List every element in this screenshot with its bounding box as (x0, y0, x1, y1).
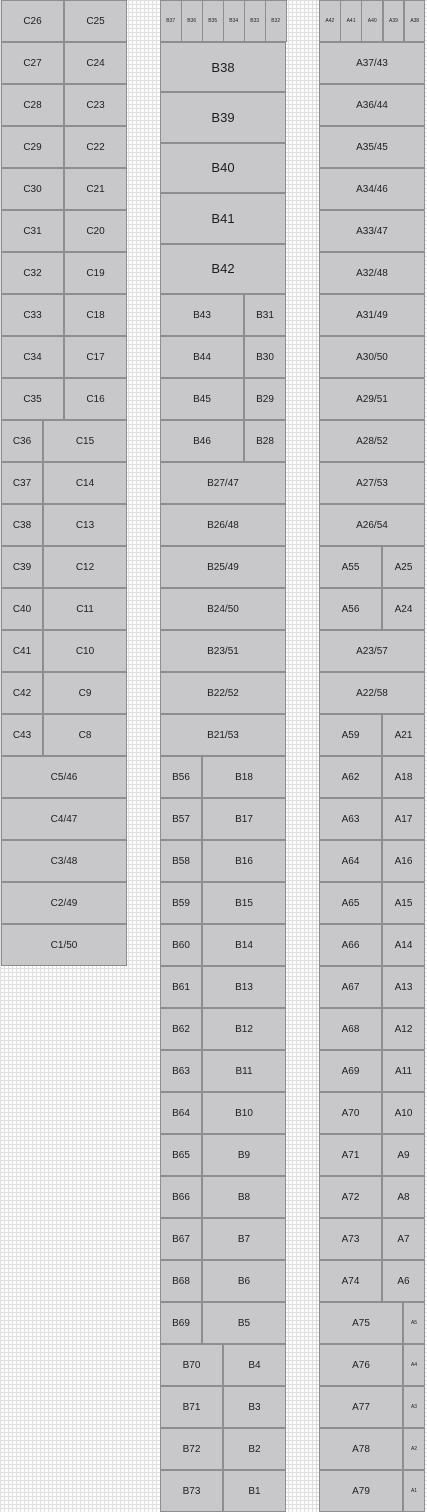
storage-slot[interactable]: B63 (160, 1050, 202, 1092)
storage-slot[interactable]: C9 (43, 672, 127, 714)
storage-slot[interactable]: C29 (1, 126, 64, 168)
storage-slot[interactable]: C32 (1, 252, 64, 294)
storage-slot[interactable]: C12 (43, 546, 127, 588)
storage-slot[interactable]: B72 (160, 1428, 223, 1470)
storage-slot[interactable]: A13 (382, 966, 425, 1008)
storage-slot[interactable]: A33/47 (319, 210, 425, 252)
storage-slot[interactable]: A35/45 (319, 126, 425, 168)
storage-slot[interactable]: A62 (319, 756, 382, 798)
storage-slot[interactable]: B24/50 (160, 588, 286, 630)
storage-slot[interactable]: A1 (403, 1470, 425, 1512)
storage-slot[interactable]: C11 (43, 588, 127, 630)
storage-slot[interactable]: A41 (340, 0, 362, 42)
storage-slot[interactable]: B35 (202, 0, 224, 42)
storage-slot[interactable]: B61 (160, 966, 202, 1008)
storage-slot[interactable]: A14 (382, 924, 425, 966)
storage-slot[interactable]: A79 (319, 1470, 403, 1512)
storage-slot[interactable]: A3 (403, 1386, 425, 1428)
storage-slot[interactable]: B56 (160, 756, 202, 798)
storage-slot[interactable]: C2/49 (1, 882, 127, 924)
storage-slot[interactable]: A70 (319, 1092, 382, 1134)
storage-slot[interactable]: B36 (181, 0, 203, 42)
storage-slot[interactable]: A6 (382, 1260, 425, 1302)
storage-slot[interactable]: B32 (265, 0, 287, 42)
storage-slot[interactable]: A21 (382, 714, 425, 756)
storage-slot[interactable]: A4 (403, 1344, 425, 1386)
storage-slot[interactable]: B9 (202, 1134, 286, 1176)
storage-slot[interactable]: B70 (160, 1344, 223, 1386)
storage-slot[interactable]: C33 (1, 294, 64, 336)
storage-slot[interactable]: B14 (202, 924, 286, 966)
storage-slot[interactable]: B69 (160, 1302, 202, 1344)
storage-slot[interactable]: A40 (361, 0, 383, 42)
storage-slot[interactable]: A23/57 (319, 630, 425, 672)
storage-slot[interactable]: B10 (202, 1092, 286, 1134)
storage-slot[interactable]: B71 (160, 1386, 223, 1428)
storage-slot[interactable]: A42 (319, 0, 341, 42)
storage-slot[interactable]: B29 (244, 378, 286, 420)
storage-slot[interactable]: A17 (382, 798, 425, 840)
storage-slot[interactable]: C27 (1, 42, 64, 84)
storage-slot[interactable]: C17 (64, 336, 127, 378)
storage-slot[interactable]: B17 (202, 798, 286, 840)
storage-slot[interactable]: C10 (43, 630, 127, 672)
storage-slot[interactable]: C20 (64, 210, 127, 252)
storage-slot[interactable]: C8 (43, 714, 127, 756)
storage-slot[interactable]: C41 (1, 630, 43, 672)
storage-slot[interactable]: C3/48 (1, 840, 127, 882)
storage-slot[interactable]: B6 (202, 1260, 286, 1302)
storage-slot[interactable]: B2 (223, 1428, 286, 1470)
storage-slot[interactable]: B18 (202, 756, 286, 798)
storage-slot[interactable]: A18 (382, 756, 425, 798)
storage-slot[interactable]: A15 (382, 882, 425, 924)
storage-slot[interactable]: C21 (64, 168, 127, 210)
storage-slot[interactable]: A38 (404, 0, 426, 42)
storage-slot[interactable]: B66 (160, 1176, 202, 1218)
storage-slot[interactable]: B16 (202, 840, 286, 882)
storage-slot[interactable]: B59 (160, 882, 202, 924)
storage-slot[interactable]: A9 (382, 1134, 425, 1176)
storage-slot[interactable]: B22/52 (160, 672, 286, 714)
storage-slot[interactable]: C22 (64, 126, 127, 168)
storage-slot[interactable]: B27/47 (160, 462, 286, 504)
storage-slot[interactable]: C38 (1, 504, 43, 546)
storage-slot[interactable]: B12 (202, 1008, 286, 1050)
storage-slot[interactable]: A69 (319, 1050, 382, 1092)
storage-slot[interactable]: B45 (160, 378, 244, 420)
storage-slot[interactable]: C42 (1, 672, 43, 714)
storage-slot[interactable]: A11 (382, 1050, 425, 1092)
storage-slot[interactable]: A75 (319, 1302, 403, 1344)
storage-slot[interactable]: C28 (1, 84, 64, 126)
storage-slot[interactable]: A29/51 (319, 378, 425, 420)
storage-slot[interactable]: A63 (319, 798, 382, 840)
storage-slot[interactable]: C18 (64, 294, 127, 336)
storage-slot[interactable]: C16 (64, 378, 127, 420)
storage-slot[interactable]: A73 (319, 1218, 382, 1260)
storage-slot[interactable]: C35 (1, 378, 64, 420)
storage-slot[interactable]: B11 (202, 1050, 286, 1092)
storage-slot[interactable]: B37 (160, 0, 182, 42)
storage-slot[interactable]: B43 (160, 294, 244, 336)
storage-slot[interactable]: B39 (160, 92, 286, 142)
storage-slot[interactable]: B23/51 (160, 630, 286, 672)
storage-slot[interactable]: A64 (319, 840, 382, 882)
storage-slot[interactable]: A30/50 (319, 336, 425, 378)
storage-slot[interactable]: C39 (1, 546, 43, 588)
storage-slot[interactable]: B13 (202, 966, 286, 1008)
storage-slot[interactable]: B26/48 (160, 504, 286, 546)
storage-slot[interactable]: B31 (244, 294, 286, 336)
storage-slot[interactable]: B28 (244, 420, 286, 462)
storage-slot[interactable]: A78 (319, 1428, 403, 1470)
storage-slot[interactable]: B62 (160, 1008, 202, 1050)
storage-slot[interactable]: A25 (382, 546, 425, 588)
storage-slot[interactable]: A59 (319, 714, 382, 756)
storage-slot[interactable]: A65 (319, 882, 382, 924)
storage-slot[interactable]: C4/47 (1, 798, 127, 840)
storage-slot[interactable]: A7 (382, 1218, 425, 1260)
storage-slot[interactable]: A28/52 (319, 420, 425, 462)
storage-slot[interactable]: B4 (223, 1344, 286, 1386)
storage-slot[interactable]: A24 (382, 588, 425, 630)
storage-slot[interactable]: C14 (43, 462, 127, 504)
storage-slot[interactable]: A56 (319, 588, 382, 630)
storage-slot[interactable]: C37 (1, 462, 43, 504)
storage-slot[interactable]: C1/50 (1, 924, 127, 966)
storage-slot[interactable]: A26/54 (319, 504, 425, 546)
storage-slot[interactable]: B38 (160, 42, 286, 92)
storage-slot[interactable]: B40 (160, 143, 286, 193)
storage-slot[interactable]: B15 (202, 882, 286, 924)
storage-slot[interactable]: A27/53 (319, 462, 425, 504)
storage-slot[interactable]: A72 (319, 1176, 382, 1218)
storage-slot[interactable]: C26 (1, 0, 64, 42)
storage-slot[interactable]: B68 (160, 1260, 202, 1302)
storage-slot[interactable]: A36/44 (319, 84, 425, 126)
storage-slot[interactable]: B58 (160, 840, 202, 882)
storage-slot[interactable]: B73 (160, 1470, 223, 1512)
storage-slot[interactable]: B64 (160, 1092, 202, 1134)
storage-slot[interactable]: A76 (319, 1344, 403, 1386)
storage-slot[interactable]: B41 (160, 193, 286, 243)
storage-slot[interactable]: C30 (1, 168, 64, 210)
storage-slot[interactable]: A2 (403, 1428, 425, 1470)
storage-slot[interactable]: B44 (160, 336, 244, 378)
storage-slot[interactable]: B7 (202, 1218, 286, 1260)
storage-slot[interactable]: B3 (223, 1386, 286, 1428)
storage-slot[interactable]: B8 (202, 1176, 286, 1218)
storage-slot[interactable]: C43 (1, 714, 43, 756)
storage-slot[interactable]: A39 (383, 0, 405, 42)
storage-slot[interactable]: B30 (244, 336, 286, 378)
storage-slot[interactable]: C36 (1, 420, 43, 462)
storage-slot[interactable]: B65 (160, 1134, 202, 1176)
storage-slot[interactable]: A34/46 (319, 168, 425, 210)
storage-slot[interactable]: A66 (319, 924, 382, 966)
storage-slot[interactable]: B34 (223, 0, 245, 42)
storage-slot[interactable]: A10 (382, 1092, 425, 1134)
storage-slot[interactable]: A12 (382, 1008, 425, 1050)
storage-slot[interactable]: B60 (160, 924, 202, 966)
storage-slot[interactable]: B1 (223, 1470, 286, 1512)
storage-slot[interactable]: C34 (1, 336, 64, 378)
storage-slot[interactable]: C5/46 (1, 756, 127, 798)
storage-slot[interactable]: C13 (43, 504, 127, 546)
storage-slot[interactable]: A55 (319, 546, 382, 588)
storage-slot[interactable]: A22/58 (319, 672, 425, 714)
storage-slot[interactable]: A8 (382, 1176, 425, 1218)
storage-slot[interactable]: C24 (64, 42, 127, 84)
storage-slot[interactable]: A74 (319, 1260, 382, 1302)
storage-slot[interactable]: B25/49 (160, 546, 286, 588)
storage-slot[interactable]: B21/53 (160, 714, 286, 756)
storage-slot[interactable]: A5 (403, 1302, 425, 1344)
storage-slot[interactable]: C40 (1, 588, 43, 630)
storage-slot[interactable]: B46 (160, 420, 244, 462)
storage-slot[interactable]: A31/49 (319, 294, 425, 336)
storage-slot[interactable]: B57 (160, 798, 202, 840)
storage-slot[interactable]: A71 (319, 1134, 382, 1176)
storage-slot[interactable]: C31 (1, 210, 64, 252)
storage-slot[interactable]: A67 (319, 966, 382, 1008)
storage-slot[interactable]: C15 (43, 420, 127, 462)
storage-slot[interactable]: B5 (202, 1302, 286, 1344)
storage-slot[interactable]: A68 (319, 1008, 382, 1050)
storage-slot[interactable]: C25 (64, 0, 127, 42)
storage-slot[interactable]: A77 (319, 1386, 403, 1428)
storage-slot[interactable]: A16 (382, 840, 425, 882)
storage-slot[interactable]: B42 (160, 244, 286, 294)
storage-slot[interactable]: B33 (244, 0, 266, 42)
storage-slot[interactable]: C19 (64, 252, 127, 294)
storage-slot[interactable]: B67 (160, 1218, 202, 1260)
storage-slot[interactable]: C23 (64, 84, 127, 126)
storage-slot[interactable]: A37/43 (319, 42, 425, 84)
storage-slot[interactable]: A32/48 (319, 252, 425, 294)
